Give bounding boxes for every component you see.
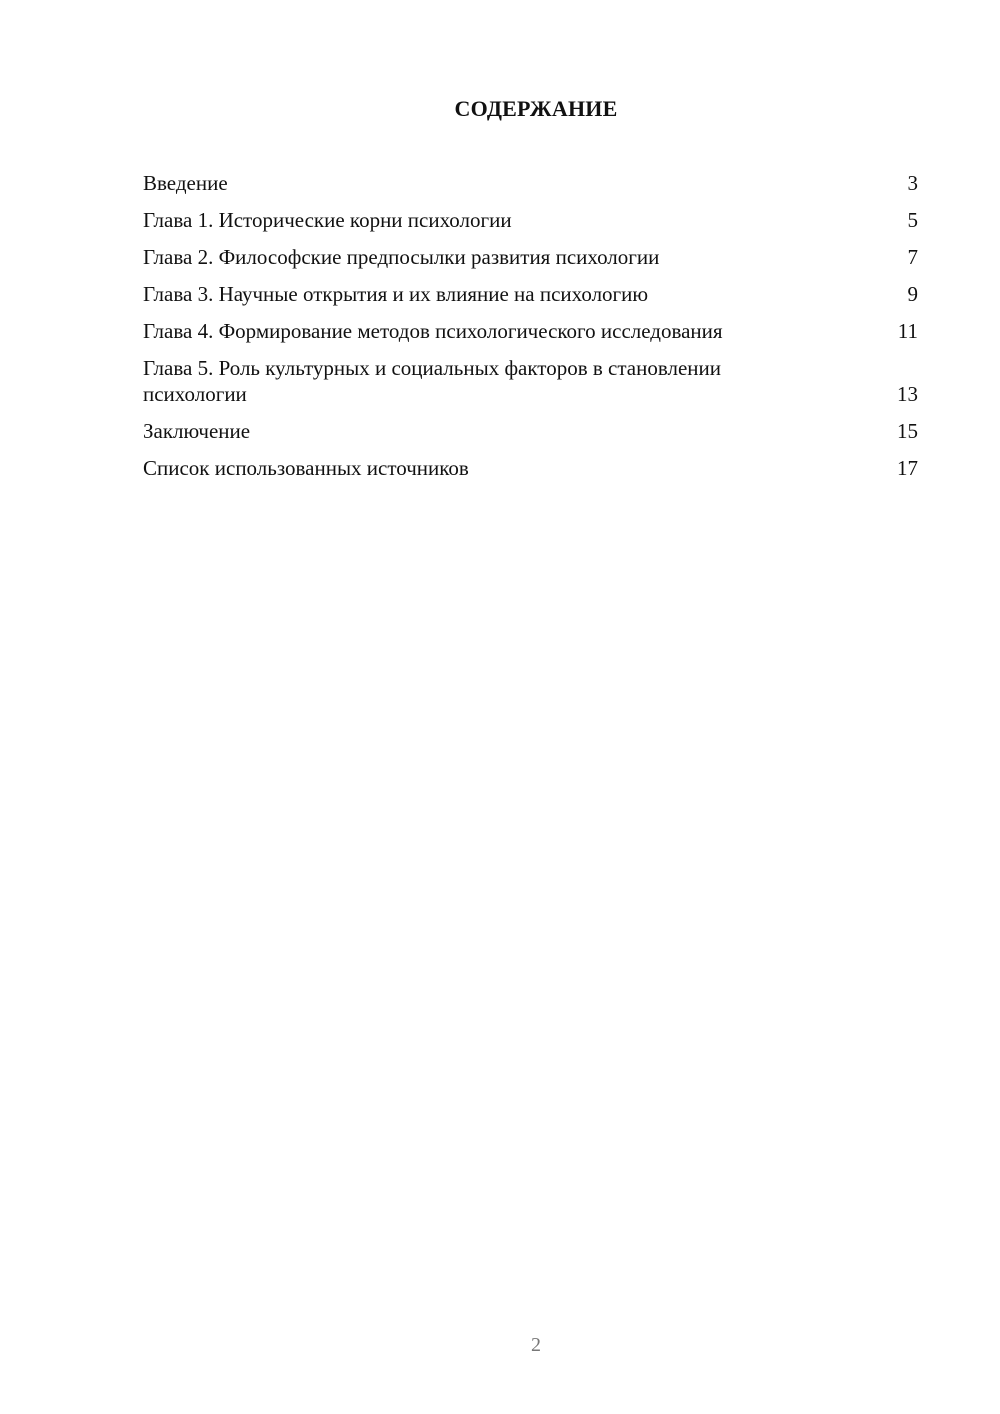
toc-entry-chapter-2 [143, 244, 918, 270]
toc-heading: СОДЕРЖАНИЕ [454, 96, 618, 121]
toc-entry-page: 15 [897, 419, 918, 443]
toc-entry-chapter-4 [143, 318, 918, 344]
toc-entry-page: 11 [897, 319, 918, 343]
toc-entry-label: Глава 4. Формирование методов психологического исследования [143, 319, 723, 343]
toc-entry-conclusion [143, 418, 918, 444]
toc-entry-label: Глава 1. Исторические корни психологии [143, 208, 512, 232]
toc-entry-references [143, 455, 918, 481]
toc-entry-label: Список использованных источников [143, 456, 469, 480]
toc-entry-chapter-3 [143, 281, 918, 307]
toc-entry-label: Заключение [143, 419, 251, 443]
toc-entry-introduction [143, 170, 918, 196]
page-number: 2 [531, 1334, 541, 1356]
toc-entry-page: 5 [907, 208, 918, 232]
toc-entry-chapter-1 [143, 207, 918, 233]
toc-entry-page: 17 [897, 456, 918, 480]
toc-entry-label: Глава 3. Научные открытия и их влияние на психологию [143, 282, 649, 306]
toc-entry-chapter-5 [143, 355, 918, 407]
table-of-contents [143, 170, 918, 492]
toc-entry-label: Глава 5. Роль культурных и социальных факторов в становлении психологии [143, 356, 721, 406]
toc-entry-page: 13 [897, 382, 918, 406]
toc-entry-page: 7 [907, 245, 918, 269]
toc-entry-label: Глава 2. Философские предпосылки развития психологии [143, 245, 660, 269]
toc-entry-page: 9 [907, 282, 918, 306]
toc-entry-page: 3 [907, 171, 918, 195]
toc-entry-label: Введение [143, 171, 228, 195]
